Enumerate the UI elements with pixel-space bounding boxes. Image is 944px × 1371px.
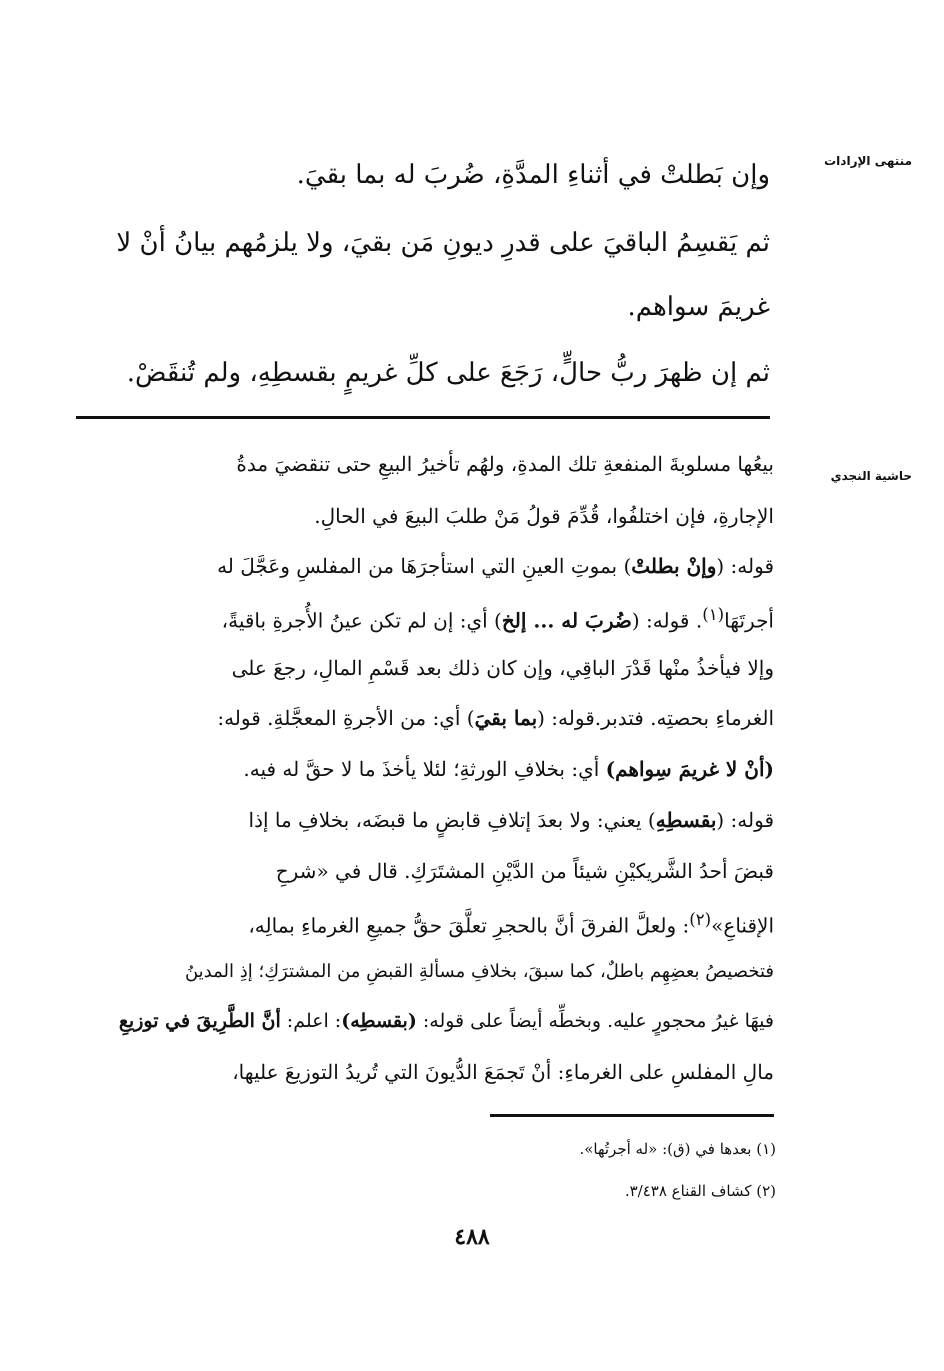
hashiya-line: وإلا فيأخذُ منْها قَدْرَ الباقِي، وإن كان ذلك بعد قَسْمِ المالِ، رجعَ على: [231, 656, 774, 680]
bold-lemma: (بقسطِه): [341, 1010, 417, 1032]
hashiya-line: أجرتَهَا$^{(١)}$. قوله: (ضُربَ له ... إلخ) أي: إن لم تكن عينُ الأُجرةِ باقيةً،: [221, 605, 774, 633]
hashiya-line: (أنْ لا غريمَ سِواهم) أي: بخلافِ الورثةِ؛ لئلا يأخذَ ما لا حقَّ له فيه.: [243, 757, 774, 781]
hashiya-line: قوله: (وإنْ بطلتْ) بموتِ العينِ التي استأجرَهَا من المفلسِ وعَجَّلَ له: [217, 554, 774, 578]
bold-lemma: ضُربَ له ... إلخ: [501, 608, 632, 633]
matn-line: وإن بَطلتْ في أثناءِ المدَّةِ، ضُربَ له بما بقيَ.: [296, 160, 770, 190]
hashiya-line: بيعُها مسلوبةَ المنفعةِ تلك المدةِ، ولهُم تأخيرُ البيعِ حتى تنقضيَ مدةُ: [236, 452, 774, 476]
hashiya-line: الغرماءِ بحصتِه. فتدبر.قوله: (بما بقيَ) أي: من الأجرةِ المعجَّلةِ. قوله:: [217, 706, 774, 730]
footnote-ref: (١): [702, 605, 725, 624]
matn-line: ثم يَقسِمُ الباقيَ على قدرِ ديونِ مَن بقيَ، ولا يلزمُهم بيانُ أنْ لا: [116, 228, 770, 258]
hashiya-line: قبضَ أحدُ الشَّريكيْنِ شيئاً من الدَّيْنِ المشتَرَكِ. قال في «شرحِ: [275, 859, 774, 883]
page-number: ٤٨٨: [454, 1224, 490, 1250]
hashiya-line: الإجارةِ، فإن اختلفُوا، قُدِّمَ قولُ مَنْ طلبَ البيعَ في الحالِ.: [314, 504, 774, 528]
footnote: (١) بعدها في (ق): «له أجرتُها».: [579, 1140, 776, 1158]
hashiya-line: مالِ المفلسِ على الغرماءِ: أنْ تَجمَعَ الدُّيونَ التي تُريدُ التوزيعَ عليها،: [232, 1060, 774, 1084]
bold-lemma: بما بقيَ: [474, 706, 538, 730]
matn-line: غريمَ سواهم.: [627, 292, 770, 322]
hashiya-line: فتخصيصُ بعضِهِم باطلٌ، كما سبقَ، بخلافِ مسألةِ القبضِ من المشترَكِ؛ إذِ المدينُ: [184, 961, 774, 982]
bold-lemma: أنَّ الطَّرِيقَ في توزيعِ: [118, 1010, 281, 1032]
bold-lemma: (أنْ لا غريمَ سِواهم): [605, 757, 774, 781]
margin-label-hashiya: حاشية النجدي: [830, 469, 912, 483]
section-divider: [76, 416, 770, 419]
hashiya-line: قوله: (بقسطِهِ) يعني: ولا بعدَ إتلافِ قابضٍ ما قبضَه، بخلافِ ما إذا: [248, 808, 774, 832]
margin-label-matn: منتهى الإرادات: [824, 154, 912, 168]
footnote: (٢) كشاف القناع ٣/٤٣٨.: [624, 1182, 776, 1200]
footnote-ref: (٢): [689, 910, 712, 929]
bold-lemma: بقسطِهِ: [655, 808, 717, 832]
footnote-divider: [490, 1114, 774, 1117]
matn-line: ثم إن ظهرَ ربُّ حالٍّ، رَجَعَ على كلِّ غريمٍ بقسطِهِ، ولم تُنقَضْ.: [126, 358, 770, 388]
hashiya-line: الإقناعِ»$^{(٢)}$: ولعلَّ الفرقَ أنَّ بالحجرِ تعلَّقَ حقُّ جميعِ الغرماءِ بمالِه،: [248, 910, 774, 938]
bold-lemma: وإنْ بطلتْ: [631, 554, 717, 578]
hashiya-line: فيهَا غيرُ محجورٍ عليه. وبخطِّه أيضاً على قوله: (بقسطِه): اعلم: أنَّ الطَّرِيقَ في توزيعِ: [118, 1010, 774, 1032]
